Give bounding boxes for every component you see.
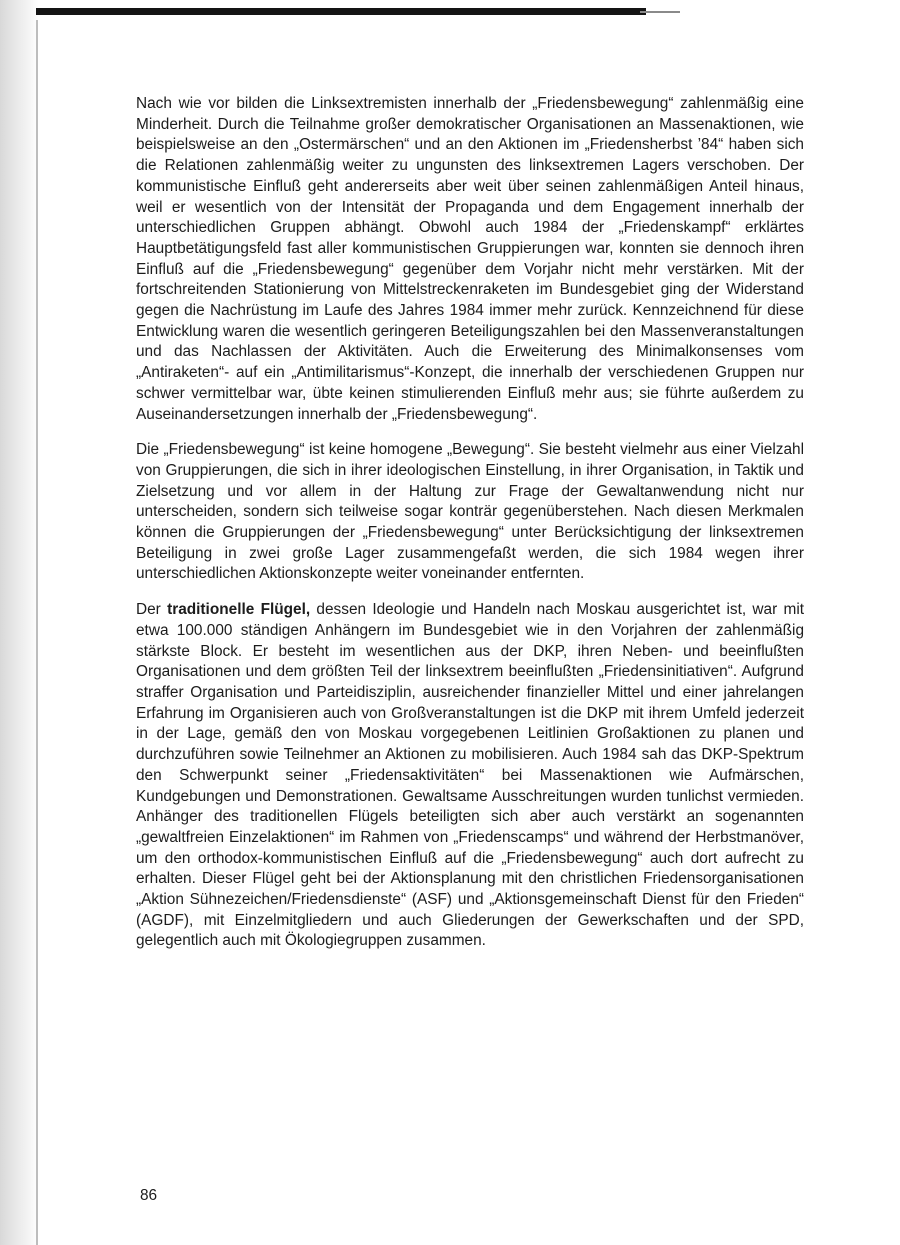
paragraph-lead: Der [136,601,168,619]
top-rule [36,8,646,15]
top-rule-fade [640,11,680,13]
paragraph [136,600,804,952]
paragraph-text: dessen Ideologie und Handeln nach Moskau ausgerichtet ist, war mit etwa 100.000 ständigen Anhängern im Bundesgebiet wie in den Vorjahren der zahlenmäßig stärkste Block. Er besteht im wesentlichen aus der DKP, ihren Neben- und beeinflußten Organisationen und dem größten Teil der linksextrem beeinflußten „Friedensinitiativen“. Aufgrund straffer Organisation und Parteidisziplin, ausreichender finanzieller Mittel und einer jahrelangen Erfahrung im Organisieren auch von Großveranstaltungen ist die DKP mit ihrem Umfeld jederzeit in der Lage, gemäß den von Moskau vorgegebenen Leitlinien Großaktionen zu planen und durchzuführen sowie Teilnehmer an Aktionen zu mobilisieren. Auch 1984 sah das DKP-Spektrum den Schwerpunkt seiner „Friedensaktivitäten“ bei Massenaktionen wie Aufmärschen, Kundgebungen und Demonstrationen. Gewaltsame Ausschreitungen wurden tunlichst vermieden. Anhänger des traditionellen Flügels beteiligten sich aber auch verstärkt an sogenannten „gewaltfreien Einzelaktionen“ im Rahmen von „Friedenscamps“ und während der Herbstmanöver, um den orthodox-kommunistischen Einfluß auf die „Friedensbewegung“ auch dort aufrecht zu erhalten. Dieser Flügel geht bei der Aktionsplanung mit den christlichen Friedensorganisationen „Aktion Sühnezeichen/Friedensdienste“ (ASF) und „Aktionsgemeinschaft Dienst für den Frieden“ (AGDF), mit Einzelmitgliedern und auch Gliederungen der Gewerkschaften und der SPD, gelegentlich auch mit Ökologiegruppen zusammen. [136,601,805,950]
bold-term: traditionelle Flügel, [167,601,311,619]
page-number: 86 [140,1187,158,1204]
paragraph: Nach wie vor bilden die Linksextremisten innerhalb der „Friedensbewegung“ zahlenmäßig eine Minderheit. Durch die Teilnahme großer demokratischer Organisationen an Massenaktionen, wie beispielsweise an den „Ostermärschen“ und an den Aktionen im „Friedensherbst ’84“ haben sich die Relationen zahlenmäßig weiter zu ungunsten des linksextremen Lagers verschoben. Der kommunistische Einfluß geht andererseits aber weit über seinen zahlenmäßigen Anteil hinaus, weil er wesentlich von der Intensität der Propaganda und dem Engagement innerhalb der unterschiedlichen Gruppen abhängt. Obwohl auch 1984 der „Friedenskampf“ erklärtes Hauptbetätigungsfeld fast aller kommunistischen Gruppierungen war, konnten sie dennoch ihren Einfluß auf die „Friedensbewegung“ gegenüber dem Vorjahr nicht mehr verstärken. Mit der fortschreitenden Stationierung von Mittelstreckenraketen im Bundesgebiet ging der Widerstand gegen die Nachrüstung im Laufe des Jahres 1984 immer mehr zurück. Kennzeichnend für diese Entwicklung waren die wesentlich geringeren Beteiligungszahlen bei den Massenveranstaltungen und das Nachlassen der Aktivitäten. Auch die Erweiterung des Minimalkonsenses vom „Antiraketen“- auf ein „Antimilitarismus“-Konzept, die innerhalb der verschiedenen Gruppen nur schwer vermittelbar war, übte keinen stimulierenden Einfluß mehr aus; sie führte außerdem zu Auseinandersetzungen innerhalb der „Friedensbewegung“. [136,95,804,423]
paragraph: Die „Friedensbewegung“ ist keine homogene „Bewegung“. Sie besteht vielmehr aus einer Vielzahl von Gruppierungen, die sich in ihrer ideologischen Einstellung, in ihrer Organisation, in Taktik und Zielsetzung und vor allem in der Haltung zur Frage der Gewaltanwendung nicht nur unterscheiden, sondern sich teilweise sogar konträr gegenüberstehen. Nach diesen Merkmalen können die Gruppierungen der „Friedensbewegung“ unter Berücksichtigung der linksextremen Beteiligung in zwei große Lager zusammengefaßt werden, die sich 1984 wegen ihrer unterschiedlichen Aktionskonzepte weiter voneinander entfernten. [136,441,804,583]
page-body [136,94,804,967]
spine-shadow [36,20,38,1245]
page-edge [0,0,38,1245]
